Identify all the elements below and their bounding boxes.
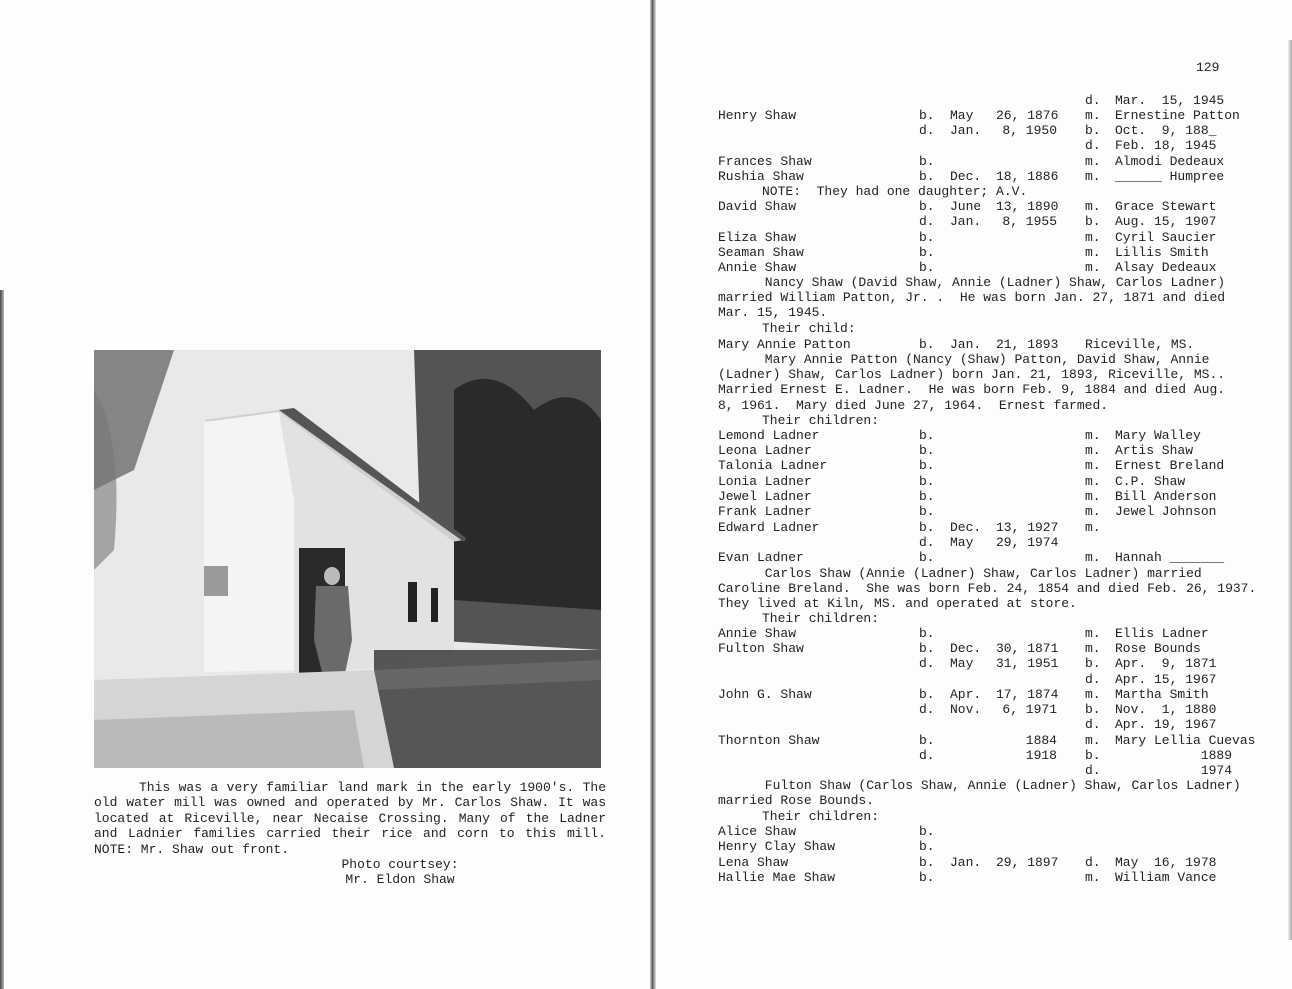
row-m2: Jewel Johnson xyxy=(1115,504,1217,519)
row-m2: C.P. Shaw xyxy=(1115,474,1186,489)
row-m2: Apr. 15, 1967 xyxy=(1115,672,1217,687)
row-b1: b. xyxy=(919,550,935,565)
row-b1: b. xyxy=(919,337,935,352)
row-m2: Feb. 18, 1945 xyxy=(1115,138,1217,153)
note-rushia: NOTE: They had one daughter; A.V. xyxy=(762,184,1028,199)
row-b2: Dec. xyxy=(950,641,982,656)
row-m1: m. xyxy=(1085,626,1101,641)
row-b1: b. xyxy=(919,855,935,870)
row-m1: b. xyxy=(1085,214,1101,229)
row-name: Annie Shaw xyxy=(718,626,797,641)
genealogy-row xyxy=(0,489,1292,504)
row-name: Lemond Ladner xyxy=(718,428,820,443)
row-m1: b. xyxy=(1085,748,1101,763)
row-b1: b. xyxy=(919,839,935,854)
row-b2: Dec. xyxy=(950,520,982,535)
paragraph-line: 8, 1961. Mary died June 27, 1964. Ernest farmed. xyxy=(718,397,1109,413)
row-m2: Rose Bounds xyxy=(1115,641,1201,656)
row-m1: m. xyxy=(1085,733,1101,748)
paragraph-line: Carlos Shaw (Annie (Ladner) Shaw, Carlos Ladner) married xyxy=(718,566,1202,581)
row-b1: d. xyxy=(919,123,935,138)
genealogy-row xyxy=(0,550,1292,565)
row-b1: b. xyxy=(919,687,935,702)
paragraph-line: married William Patton, Jr. . He was born Jan. 27, 1871 and died xyxy=(718,290,1226,306)
row-m2: Apr. 9, 1871 xyxy=(1115,656,1217,671)
row-m1: m. xyxy=(1085,154,1101,169)
row-b3: 18, 1886 xyxy=(996,169,1059,184)
row-name: Henry Clay Shaw xyxy=(718,839,836,854)
row-m1: d. xyxy=(1085,93,1101,108)
row-b3: 31, 1951 xyxy=(996,656,1059,671)
row-m2: May 16, 1978 xyxy=(1115,855,1217,870)
row-b2: Dec. xyxy=(950,169,982,184)
row-m1: m. xyxy=(1085,550,1101,565)
row-m2: Artis Shaw xyxy=(1115,443,1194,458)
paragraph-line: Mar. 15, 1945. xyxy=(718,305,828,321)
row-name: Alice Shaw xyxy=(718,824,797,839)
row-name: Evan Ladner xyxy=(718,550,804,565)
row-m2: Almodi Dedeaux xyxy=(1115,154,1225,169)
row-m1: b. xyxy=(1085,702,1101,717)
row-b1: b. xyxy=(919,870,935,885)
row-b1: d. xyxy=(919,702,935,717)
heading-their-children: Their children: xyxy=(762,413,880,428)
row-b2: May xyxy=(950,108,974,123)
paragraph-line: married Rose Bounds. xyxy=(718,793,875,809)
row-b1: b. xyxy=(919,474,935,489)
heading-their-children: Their children: xyxy=(762,611,880,626)
genealogy-row xyxy=(0,839,1292,854)
genealogy-row xyxy=(0,656,1292,671)
genealogy-row xyxy=(0,108,1292,123)
genealogy-row xyxy=(0,824,1292,839)
row-b1: d. xyxy=(919,214,935,229)
row-m1: m. xyxy=(1085,169,1101,184)
row-b3: 29, 1974 xyxy=(996,535,1059,550)
row-name: Mary Annie Patton xyxy=(718,337,851,352)
row-b1: b. xyxy=(919,230,935,245)
genealogy-row xyxy=(0,702,1292,717)
row-m2: Cyril Saucier xyxy=(1115,230,1217,245)
row-m1: d. xyxy=(1085,763,1101,778)
row-m1: m. xyxy=(1085,458,1101,473)
heading-their-children: Their children: xyxy=(762,809,880,824)
genealogy-row xyxy=(0,504,1292,519)
row-b2: May xyxy=(950,656,974,671)
row-b1: b. xyxy=(919,245,935,260)
row-b3: 17, 1874 xyxy=(996,687,1059,702)
genealogy-row xyxy=(0,230,1292,245)
row-b2: Jan. xyxy=(950,855,982,870)
row-b1: b. xyxy=(919,504,935,519)
row-name: Annie Shaw xyxy=(718,260,797,275)
row-b2: Apr. xyxy=(950,687,982,702)
paragraph-line: Married Ernest E. Ladner. He was born Feb. 9, 1884 and died Aug. xyxy=(718,382,1226,398)
row-b2: Jan. xyxy=(950,337,982,352)
row-m2: ______ Humpree xyxy=(1115,169,1225,184)
genealogy-row xyxy=(0,733,1292,748)
row-m1: d. xyxy=(1085,855,1101,870)
row-b3: 8, 1950 xyxy=(1002,123,1057,138)
genealogy-row xyxy=(0,93,1292,108)
row-b2: Nov. xyxy=(950,702,982,717)
row-b1: b. xyxy=(919,733,935,748)
row-name: Seaman Shaw xyxy=(718,245,804,260)
paragraph-line: Fulton Shaw (Carlos Shaw, Annie (Ladner) Shaw, Carlos Ladner) xyxy=(718,778,1241,793)
row-m2: 1889 xyxy=(1115,748,1233,763)
row-m2: Mary Walley xyxy=(1115,428,1201,443)
row-m2: Alsay Dedeaux xyxy=(1115,260,1217,275)
row-m1: d. xyxy=(1085,717,1101,732)
credit-line-1: Photo courtsey: xyxy=(341,857,459,872)
row-b1: d. xyxy=(919,535,935,550)
paragraph-nancy xyxy=(718,275,1238,321)
row-name: John G. Shaw xyxy=(718,687,812,702)
row-name: Hallie Mae Shaw xyxy=(718,870,836,885)
row-name: Leona Ladner xyxy=(718,443,812,458)
row-b1: d. xyxy=(919,656,935,671)
genealogy-row xyxy=(0,687,1292,702)
genealogy-row xyxy=(0,123,1292,138)
row-name: Lonia Ladner xyxy=(718,474,812,489)
genealogy-row xyxy=(0,717,1292,732)
paragraph-line: Mary Annie Patton (Nancy (Shaw) Patton, David Shaw, Annie xyxy=(718,352,1210,367)
row-b3: 21, 1893 xyxy=(996,337,1059,352)
page-number: 129 xyxy=(1196,60,1220,75)
row-b1: b. xyxy=(919,458,935,473)
row-m2: Ellis Ladner xyxy=(1115,626,1209,641)
genealogy-row xyxy=(0,458,1292,473)
row-m2: Mary Lellia Cuevas xyxy=(1115,733,1256,748)
row-m1: m. xyxy=(1085,230,1101,245)
row-b1: b. xyxy=(919,626,935,641)
row-m1: m. xyxy=(1085,870,1101,885)
row-name: Thornton Shaw xyxy=(718,733,820,748)
row-b1: b. xyxy=(919,443,935,458)
caption-text: This was a very familiar land mark in the early 1900's. The old water mill was owned and operated by Mr. Carlos Shaw. It was located at Riceville, near Necaise Crossing. Many of the Ladner and Ladnier families carried their rice and corn to this mill. NOTE: Mr. Shaw out front. xyxy=(94,780,606,857)
genealogy-row xyxy=(0,535,1292,550)
row-b3: 13, 1890 xyxy=(996,199,1059,214)
row-name: Fulton Shaw xyxy=(718,641,804,656)
paragraph-line: Nancy Shaw (David Shaw, Annie (Ladner) Shaw, Carlos Ladner) xyxy=(718,275,1226,290)
row-m1: b. xyxy=(1085,656,1101,671)
row-m2: Apr. 19, 1967 xyxy=(1115,717,1217,732)
row-m1: m. xyxy=(1085,199,1101,214)
row-b1: b. xyxy=(919,520,935,535)
birthplace-riceville: Riceville, MS. xyxy=(1085,337,1195,352)
row-m1: m. xyxy=(1085,504,1101,519)
genealogy-row xyxy=(0,870,1292,888)
row-b3: 1884 xyxy=(1025,733,1057,748)
row-b3: 1918 xyxy=(1025,748,1057,763)
genealogy-row xyxy=(0,199,1292,214)
row-m2: Oct. 9, 188_ xyxy=(1115,123,1217,138)
row-b1: b. xyxy=(919,260,935,275)
paragraph-line: Caroline Breland. She was born Feb. 24, 1854 and died Feb. 26, 1937. xyxy=(718,581,1257,597)
row-m1: d. xyxy=(1085,672,1101,687)
genealogy-row xyxy=(0,474,1292,489)
genealogy-row xyxy=(0,154,1292,169)
row-m2: Grace Stewart xyxy=(1115,199,1217,214)
row-b1: b. xyxy=(919,108,935,123)
genealogy-row xyxy=(0,169,1292,184)
row-b3: 8, 1955 xyxy=(1002,214,1057,229)
genealogy-row xyxy=(0,138,1292,153)
row-b1: b. xyxy=(919,169,935,184)
row-m1: m. xyxy=(1085,474,1101,489)
genealogy-row xyxy=(0,428,1292,443)
row-m2: Ernestine Patton xyxy=(1115,108,1240,123)
paragraph-mary xyxy=(718,352,1238,413)
row-m1: m. xyxy=(1085,108,1101,123)
row-b3: 30, 1871 xyxy=(996,641,1059,656)
genealogy-row xyxy=(0,520,1292,535)
row-m2: 1974 xyxy=(1115,763,1233,778)
row-m2: Hannah _______ xyxy=(1115,550,1225,565)
row-m2: William Vance xyxy=(1115,870,1217,885)
row-b1: d. xyxy=(919,748,935,763)
paragraph-line: (Ladner) Shaw, Carlos Ladner) born Jan. 21, 1893, Riceville, MS.. xyxy=(718,367,1226,383)
genealogy-row xyxy=(0,763,1292,778)
row-b3: 13, 1927 xyxy=(996,520,1059,535)
genealogy-row xyxy=(0,672,1292,687)
credit-line-2: Mr. Eldon Shaw xyxy=(345,872,455,888)
row-name: Lena Shaw xyxy=(718,855,789,870)
row-name: Frank Ladner xyxy=(718,504,812,519)
row-m1: m. xyxy=(1085,245,1101,260)
row-m2: Martha Smith xyxy=(1115,687,1209,702)
row-b1: b. xyxy=(919,641,935,656)
row-name: Frances Shaw xyxy=(718,154,812,169)
genealogy-row xyxy=(0,748,1292,763)
row-b2: Jan. xyxy=(950,214,982,229)
row-b3: 26, 1876 xyxy=(996,108,1059,123)
row-m1: m. xyxy=(1085,687,1101,702)
row-name: Rushia Shaw xyxy=(718,169,804,184)
genealogy-row xyxy=(0,855,1292,870)
row-b2: May xyxy=(950,535,974,550)
row-b1: b. xyxy=(919,428,935,443)
genealogy-row xyxy=(0,245,1292,260)
row-m1: d. xyxy=(1085,138,1101,153)
genealogy-row xyxy=(0,214,1292,229)
row-m1: m. xyxy=(1085,428,1101,443)
row-m1: m. xyxy=(1085,641,1101,656)
row-b3: 29, 1897 xyxy=(996,855,1059,870)
paragraph-line: They lived at Kiln, MS. and operated at store. xyxy=(718,596,1077,612)
row-m2: Nov. 1, 1880 xyxy=(1115,702,1217,717)
paragraph-carlos xyxy=(718,566,1257,612)
row-name: Eliza Shaw xyxy=(718,230,797,245)
row-b1: b. xyxy=(919,824,935,839)
row-m1: m. xyxy=(1085,260,1101,275)
row-name: David Shaw xyxy=(718,199,797,214)
row-b3: 6, 1971 xyxy=(1002,702,1057,717)
row-name: Jewel Ladner xyxy=(718,489,812,504)
row-m1: m. xyxy=(1085,520,1101,535)
row-m1: m. xyxy=(1085,443,1101,458)
row-m1: m. xyxy=(1085,489,1101,504)
row-m2: Mar. 15, 1945 xyxy=(1115,93,1225,108)
row-b2: Jan. xyxy=(950,123,982,138)
genealogy-row xyxy=(0,260,1292,275)
row-name: Talonia Ladner xyxy=(718,458,828,473)
row-m2: Ernest Breland xyxy=(1115,458,1225,473)
row-m2: Aug. 15, 1907 xyxy=(1115,214,1217,229)
row-name: Henry Shaw xyxy=(718,108,797,123)
row-m2: Bill Anderson xyxy=(1115,489,1217,504)
row-m1: b. xyxy=(1085,123,1101,138)
row-b1: b. xyxy=(919,154,935,169)
row-b2: June xyxy=(950,199,982,214)
genealogy-row xyxy=(0,443,1292,458)
paragraph-fulton xyxy=(718,778,1241,809)
genealogy-row xyxy=(0,641,1292,656)
row-b1: b. xyxy=(919,199,935,214)
row-name: Edward Ladner xyxy=(718,520,820,535)
row-m2: Lillis Smith xyxy=(1115,245,1209,260)
heading-their-child: Their child: xyxy=(762,321,856,336)
genealogy-row xyxy=(0,626,1292,641)
row-b1: b. xyxy=(919,489,935,504)
